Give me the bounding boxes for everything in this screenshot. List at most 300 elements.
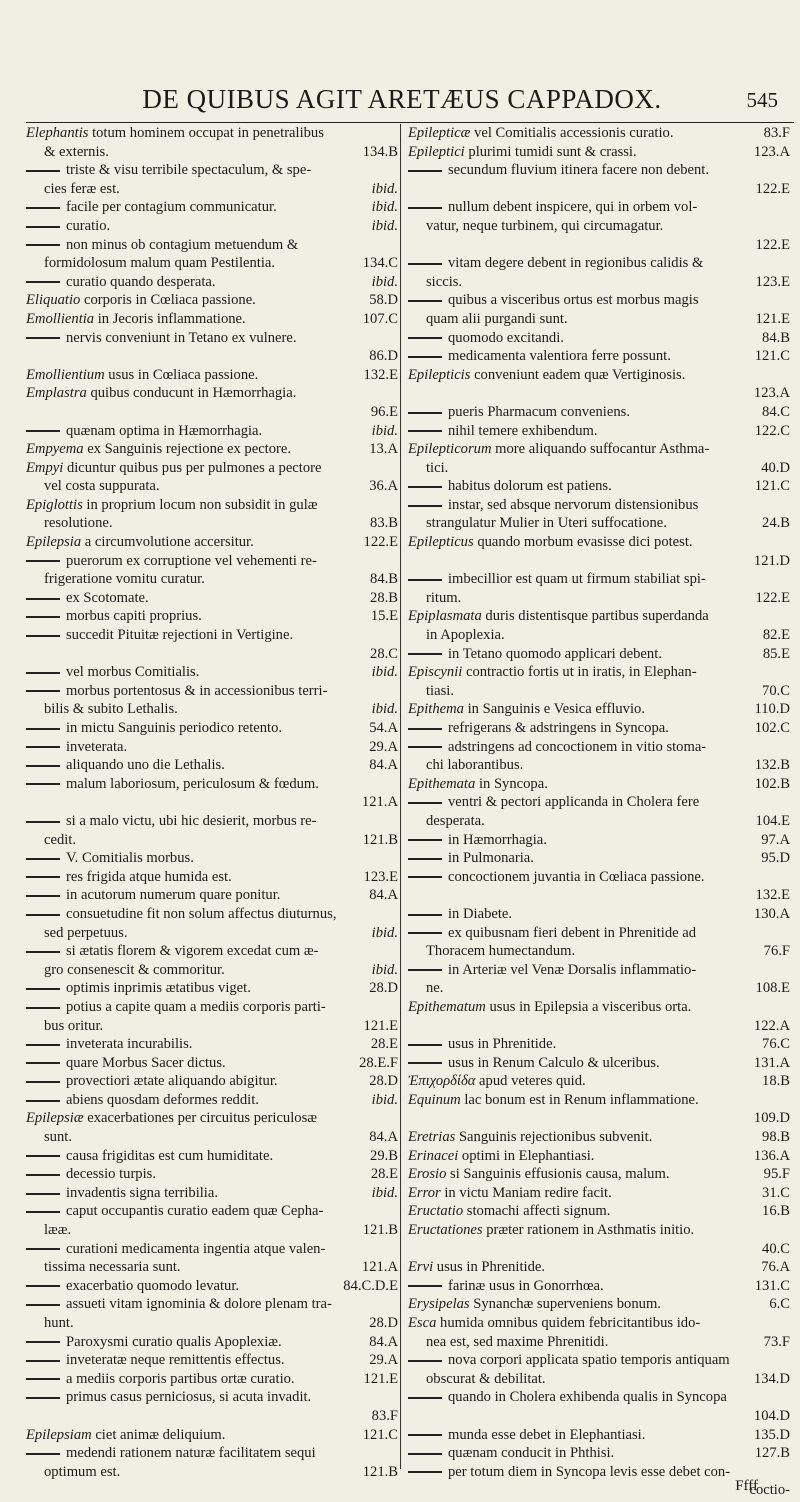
index-line xyxy=(26,589,398,608)
index-text xyxy=(408,831,547,850)
index-line xyxy=(408,273,790,292)
index-entry-text: exacerbationes per circuitus periculosæ xyxy=(83,1110,317,1127)
index-line xyxy=(26,1109,398,1128)
index-text xyxy=(408,961,696,980)
page-reference: 134.B xyxy=(360,143,398,162)
page-reference: 84.C.D.E xyxy=(340,1277,398,1296)
index-entry-text: munda esse debet in Elephantiasi. xyxy=(448,1426,646,1443)
index-text xyxy=(408,124,673,143)
index-entry-text: nihil temere exhibendum. xyxy=(448,422,598,439)
index-entry-text: imbecillior est quam ut firmum stabiliat spi- xyxy=(448,571,706,588)
index-text xyxy=(26,1333,282,1352)
index-entry-text: inveteratæ neque remittentis effectus. xyxy=(66,1352,285,1369)
page-reference: 76.A xyxy=(758,1258,790,1277)
index-line xyxy=(408,886,790,905)
index-entry-text: quando morbum evasisse dici potest. xyxy=(473,534,693,551)
repeat-dash xyxy=(26,635,60,637)
index-line xyxy=(408,533,790,552)
index-line xyxy=(26,384,398,403)
index-entry-text: decessio turpis. xyxy=(66,1166,156,1183)
index-keyword: Emollientium xyxy=(26,366,105,383)
index-entry-text: obscurat & debilitat. xyxy=(426,1370,546,1387)
index-line xyxy=(26,1017,398,1036)
index-text xyxy=(426,459,448,478)
index-line xyxy=(26,1370,398,1389)
index-line xyxy=(26,143,398,162)
index-entry-text: habitus dolorum est patiens. xyxy=(448,478,612,495)
repeat-dash xyxy=(26,560,60,562)
index-entry-text: malum laboriosum, periculosum & fœdum. xyxy=(66,775,319,792)
index-line xyxy=(26,1184,398,1203)
repeat-dash xyxy=(26,1062,60,1064)
index-text xyxy=(408,700,645,719)
page-reference: 121.E xyxy=(361,1370,398,1389)
index-line xyxy=(408,236,790,255)
index-text xyxy=(408,1221,694,1240)
repeat-dash xyxy=(26,988,60,990)
index-entry-text: in Pulmonaria. xyxy=(448,850,534,867)
page-reference: ibid. xyxy=(369,924,398,943)
index-keyword: Ἐπιχορδίδα xyxy=(408,1073,476,1090)
repeat-dash xyxy=(408,653,442,655)
index-text xyxy=(26,552,317,571)
index-keyword: Epiglottis xyxy=(26,496,83,513)
page-reference: 29.A xyxy=(366,738,398,757)
index-entry-text: ex Scotomate. xyxy=(66,589,149,606)
page-reference: 134.C xyxy=(360,254,398,273)
index-entry-text: puerorum ex corruptione vel vehementi re- xyxy=(66,552,317,569)
index-line xyxy=(408,254,790,273)
page-reference: 36.A xyxy=(366,477,398,496)
index-text xyxy=(26,1109,317,1128)
index-entry-text: bus oritur. xyxy=(44,1017,104,1034)
index-entry-text: causa frigiditas est cum humiditate. xyxy=(66,1147,274,1164)
repeat-dash xyxy=(26,1007,60,1009)
index-line xyxy=(26,1388,398,1407)
index-text xyxy=(426,942,575,961)
index-keyword: Epilepticis xyxy=(408,366,471,383)
index-line xyxy=(408,1184,790,1203)
index-text xyxy=(44,254,275,273)
index-text xyxy=(26,1202,323,1221)
page-header xyxy=(0,84,800,120)
page-reference: 28.C xyxy=(367,645,398,664)
index-line xyxy=(408,422,790,441)
page-reference: 84.C xyxy=(759,403,790,422)
index-text xyxy=(408,1277,604,1296)
index-text xyxy=(408,1054,660,1073)
index-line xyxy=(408,1035,790,1054)
index-line xyxy=(26,161,398,180)
index-line xyxy=(26,1314,398,1333)
index-text xyxy=(408,998,691,1017)
repeat-dash xyxy=(408,207,442,209)
index-entry-text: conveniunt eadem quæ Vertiginosis. xyxy=(470,366,686,383)
index-entry-text: si a malo victu, ubi hic desierit, morbus re- xyxy=(66,812,317,829)
index-text xyxy=(408,1202,610,1221)
index-line xyxy=(26,552,398,571)
index-text xyxy=(408,905,512,924)
index-line xyxy=(408,1165,790,1184)
index-entry-text: usus in Phrenitide. xyxy=(433,1259,546,1276)
index-text xyxy=(408,1295,661,1314)
repeat-dash xyxy=(26,1100,60,1102)
index-entry-text: Sanguinis rejectionibus subvenit. xyxy=(455,1129,653,1146)
index-entry-text: resolutione. xyxy=(44,515,113,532)
page-reference: 121.C xyxy=(360,1426,398,1445)
index-line xyxy=(26,440,398,459)
index-entry-text: in Diabete. xyxy=(448,905,513,922)
index-line xyxy=(408,998,790,1017)
page-reference: 108.E xyxy=(753,979,790,998)
index-entry-text: quare Morbus Sacer dictus. xyxy=(66,1054,226,1071)
index-line xyxy=(26,849,398,868)
repeat-dash xyxy=(26,1248,60,1250)
index-text xyxy=(26,868,232,887)
index-text xyxy=(408,1091,699,1110)
index-line xyxy=(26,942,398,961)
index-entry-text: ex Sanguinis rejectione ex pectore. xyxy=(83,441,292,458)
repeat-dash xyxy=(26,1174,60,1176)
index-entry-text: V. Comitialis morbus. xyxy=(66,850,194,867)
index-text xyxy=(426,682,454,701)
page-reference: 132.E xyxy=(361,366,398,385)
index-entry-text: gro consenescit & commoritur. xyxy=(44,961,225,978)
index-text xyxy=(408,496,698,515)
page-reference: 29.B xyxy=(367,1147,398,1166)
page-reference: 123.E xyxy=(361,868,398,887)
index-entry-text: curatio. xyxy=(66,217,111,234)
index-line xyxy=(26,329,398,348)
index-text xyxy=(26,459,321,478)
page-reference: ibid. xyxy=(369,663,398,682)
index-line xyxy=(26,570,398,589)
index-entry-text: morbus portentosus & in accessionibus terri- xyxy=(66,682,328,699)
index-entry-text: aliquando uno die Lethalis. xyxy=(66,757,225,774)
page-reference: 28.D xyxy=(366,1314,398,1333)
index-entry-text: desperata. xyxy=(426,812,485,829)
page-reference: 54.A xyxy=(366,719,398,738)
page-reference: 70.C xyxy=(759,682,790,701)
index-text xyxy=(408,1128,652,1147)
index-text xyxy=(426,1370,546,1389)
index-line xyxy=(26,1091,398,1110)
repeat-dash xyxy=(26,951,60,953)
index-keyword: Error xyxy=(408,1184,441,1201)
page-reference: 132.B xyxy=(752,756,790,775)
index-text xyxy=(408,645,662,664)
index-text xyxy=(408,719,669,738)
index-entry-text: usus in Phrenitide. xyxy=(448,1036,557,1053)
index-text xyxy=(26,849,194,868)
index-entry-text: medicamenta valentiora ferre possunt. xyxy=(448,348,671,365)
repeat-dash xyxy=(26,337,60,339)
index-entry-text: secundum fluvium itinera facere non debent. xyxy=(448,162,709,179)
index-text xyxy=(26,719,282,738)
index-line xyxy=(408,310,790,329)
repeat-dash xyxy=(26,1155,60,1157)
repeat-dash xyxy=(26,1044,60,1046)
index-text xyxy=(44,831,76,850)
index-entry-text: in Arteriæ vel Venæ Dorsalis inflammatio- xyxy=(448,961,697,978)
page-reference: 28.E xyxy=(368,1035,398,1054)
index-entry-text: farinæ usus in Gonorrhœa. xyxy=(448,1277,604,1294)
index-line xyxy=(26,1277,398,1296)
index-text xyxy=(26,1165,156,1184)
index-entry-text: hunt. xyxy=(44,1315,74,1331)
repeat-dash xyxy=(26,244,60,246)
page-reference: 122.A xyxy=(751,1017,790,1036)
index-line xyxy=(408,143,790,162)
repeat-dash xyxy=(408,802,442,804)
index-text xyxy=(26,384,296,403)
index-line xyxy=(26,1426,398,1445)
index-line xyxy=(408,1388,790,1407)
index-text xyxy=(26,1240,325,1259)
index-text xyxy=(26,291,256,310)
index-line xyxy=(408,1128,790,1147)
index-entry-text: consuetudine fit non solum affectus diuturnus, xyxy=(66,905,337,922)
index-text xyxy=(408,775,548,794)
index-entry-text: in Tetano quomodo applicari debent. xyxy=(448,645,662,662)
index-text xyxy=(408,533,693,552)
index-line xyxy=(408,1463,790,1482)
index-line xyxy=(26,514,398,533)
index-line xyxy=(26,1240,398,1259)
index-text xyxy=(426,217,663,236)
index-keyword: Epithemata xyxy=(408,775,476,792)
page-reference: ibid. xyxy=(369,180,398,199)
index-text xyxy=(408,1388,727,1407)
page-reference: 122.C xyxy=(752,422,790,441)
index-entry-text: vitam degere debent in regionibus calidis & xyxy=(448,255,704,272)
page-reference: 24.B xyxy=(759,514,790,533)
index-text xyxy=(408,161,709,180)
index-keyword: Erinacei xyxy=(408,1147,459,1164)
repeat-dash xyxy=(408,969,442,971)
index-line xyxy=(408,700,790,719)
index-line xyxy=(26,924,398,943)
repeat-dash xyxy=(408,1285,442,1287)
page-reference: 110.D xyxy=(751,700,790,719)
index-text xyxy=(426,514,667,533)
repeat-dash xyxy=(408,486,442,488)
index-entry-text: quam alii purgandi sunt. xyxy=(426,310,568,327)
index-line xyxy=(408,1351,790,1370)
page-reference: 84.B xyxy=(367,570,398,589)
index-line xyxy=(26,1128,398,1147)
index-entry-text: quando in Cholera exhibenda qualis in Syncopa xyxy=(448,1389,727,1406)
repeat-dash xyxy=(408,337,442,339)
index-line xyxy=(408,589,790,608)
index-line xyxy=(26,291,398,310)
page-reference: ibid. xyxy=(369,1091,398,1110)
repeat-dash xyxy=(26,598,60,600)
repeat-dash xyxy=(408,914,442,916)
index-entry-text: non minus ob contagium metuendum & xyxy=(66,236,299,253)
page-reference: 83.F xyxy=(369,1407,398,1426)
index-text xyxy=(26,1426,225,1445)
index-keyword: Epileptici xyxy=(408,143,465,160)
index-keyword: Epilepticorum xyxy=(408,441,492,458)
index-text xyxy=(26,1388,311,1407)
index-line xyxy=(26,1035,398,1054)
index-line xyxy=(26,645,398,664)
repeat-dash xyxy=(408,356,442,358)
index-text xyxy=(408,607,709,626)
index-entry-text: in victu Maniam redire facit. xyxy=(440,1184,612,1201)
index-line xyxy=(408,1277,790,1296)
repeat-dash xyxy=(408,579,442,581)
index-text xyxy=(44,1314,74,1333)
index-entry-text: ex quibusnam fieri debent in Phrenitide ad xyxy=(448,924,697,941)
index-line xyxy=(26,217,398,236)
index-entry-text: a mediis corporis partibus ortæ curatio. xyxy=(66,1370,295,1387)
index-entry-text: in Jecoris inflammatione. xyxy=(94,310,246,327)
repeat-dash xyxy=(26,876,60,878)
index-line xyxy=(26,1258,398,1277)
index-line xyxy=(408,1202,790,1221)
index-text xyxy=(44,961,225,980)
index-line xyxy=(26,738,398,757)
repeat-dash xyxy=(26,1360,60,1362)
index-line xyxy=(408,459,790,478)
index-entry-text: Synanchæ superveniens bonum. xyxy=(469,1296,661,1313)
index-line xyxy=(26,961,398,980)
index-text xyxy=(26,124,324,143)
index-text xyxy=(26,273,216,292)
repeat-dash xyxy=(26,821,60,823)
index-keyword: Epilepticæ xyxy=(408,125,471,141)
page-reference: ibid. xyxy=(369,1184,398,1203)
index-entry-text: duris distentisque partibus superdanda xyxy=(481,608,709,625)
index-entry-text: frigeratione vomitu curatur. xyxy=(44,571,205,588)
index-entry-text: vel Comitialis accessionis curatio. xyxy=(470,125,674,141)
index-keyword: Epiplasmata xyxy=(408,608,482,625)
column-divider xyxy=(400,124,401,1469)
index-line xyxy=(408,905,790,924)
index-line xyxy=(26,403,398,422)
index-line xyxy=(26,831,398,850)
index-entry-text: adstringens ad concoctionem in vitio stoma- xyxy=(448,738,707,755)
index-keyword: Epithematum xyxy=(408,998,486,1015)
index-text xyxy=(26,1277,239,1296)
index-entry-text: si ætatis florem & vigorem excedat cum æ- xyxy=(66,943,319,960)
index-text xyxy=(26,198,277,217)
index-line xyxy=(26,1221,398,1240)
index-text xyxy=(408,1426,645,1445)
page-reference: 84.A xyxy=(366,756,398,775)
index-text xyxy=(408,422,598,441)
index-line xyxy=(26,236,398,255)
index-line xyxy=(26,1054,398,1073)
page-reference: 29.A xyxy=(366,1351,398,1370)
index-text xyxy=(26,496,317,515)
index-text xyxy=(408,1165,669,1184)
index-entry-text: medendi rationem naturæ facilitatem sequi xyxy=(66,1445,316,1462)
page-reference: 28.D xyxy=(366,1072,398,1091)
index-entry-text: & externis. xyxy=(44,143,109,160)
index-keyword: Epilepsiam xyxy=(26,1426,92,1443)
index-text xyxy=(26,236,298,255)
index-entry-text: formidolosum malum quam Pestilentia. xyxy=(44,255,276,272)
index-line xyxy=(26,347,398,366)
index-entry-text: bilis & subito Lethalis. xyxy=(44,701,178,718)
index-text xyxy=(408,793,699,812)
index-text xyxy=(26,663,199,682)
index-entry-text: chi laborantibus. xyxy=(426,757,524,774)
index-entry-text: optimi in Elephantiasi. xyxy=(458,1147,595,1164)
index-entry-text: dicuntur quibus pus per pulmones a pectore xyxy=(63,459,322,476)
index-entry-text: in mictu Sanguinis periodico retento. xyxy=(66,720,283,736)
repeat-dash xyxy=(26,895,60,897)
index-keyword: Equinum xyxy=(408,1091,461,1108)
index-entry-text: quænam conducit in Phthisi. xyxy=(448,1445,615,1462)
left-column xyxy=(26,124,398,1480)
page-reference: 40.C xyxy=(759,1240,790,1259)
index-text xyxy=(44,1463,120,1482)
index-text xyxy=(408,347,671,366)
index-text xyxy=(26,1035,192,1054)
repeat-dash xyxy=(26,1378,60,1380)
index-text xyxy=(408,924,696,943)
index-line xyxy=(408,793,790,812)
page-reference: 86.D xyxy=(366,347,398,366)
index-text xyxy=(408,663,697,682)
page-reference: 18.B xyxy=(759,1072,790,1091)
index-text xyxy=(26,161,311,180)
index-entry-text: quomodo excitandi. xyxy=(448,329,564,346)
page-reference: 73.F xyxy=(761,1333,790,1352)
index-entry-text: apud veteres quid. xyxy=(475,1073,586,1090)
page-reference: 123.A xyxy=(751,143,790,162)
index-text xyxy=(426,756,523,775)
index-text xyxy=(408,1444,614,1463)
index-keyword: Epithema xyxy=(408,701,464,718)
index-line xyxy=(26,663,398,682)
index-line xyxy=(408,1370,790,1389)
repeat-dash xyxy=(26,1453,60,1455)
page-reference: ibid. xyxy=(369,700,398,719)
page-reference: 131.C xyxy=(752,1277,790,1296)
index-entry-text: assueti vitam ignominia & dolore plenam tra- xyxy=(66,1296,332,1313)
index-line xyxy=(408,161,790,180)
repeat-dash xyxy=(26,858,60,860)
index-entry-text: vatur, neque turbinem, qui circumagatur. xyxy=(426,217,664,234)
index-keyword: Episcynii xyxy=(408,664,463,681)
index-text xyxy=(426,812,485,831)
index-entry-text: tiasi. xyxy=(426,682,454,699)
index-text xyxy=(26,1072,278,1091)
index-line xyxy=(26,700,398,719)
index-text xyxy=(408,329,564,348)
repeat-dash xyxy=(26,281,60,283)
index-line xyxy=(408,1072,790,1091)
page-reference: 107.C xyxy=(360,310,398,329)
index-entry-text: corporis in Cœliaca passione. xyxy=(80,292,256,309)
page-reference: 31.C xyxy=(759,1184,790,1203)
index-line xyxy=(408,347,790,366)
repeat-dash xyxy=(26,226,60,228)
index-keyword: Elephantis xyxy=(26,125,89,141)
page-reference: 122.E xyxy=(361,533,398,552)
index-text xyxy=(426,589,461,608)
index-line xyxy=(408,329,790,348)
index-entry-text: quibus a visceribus ortus est morbus magis xyxy=(448,292,699,309)
index-line xyxy=(408,756,790,775)
index-text xyxy=(408,1035,556,1054)
page-reference: ibid. xyxy=(369,273,398,292)
